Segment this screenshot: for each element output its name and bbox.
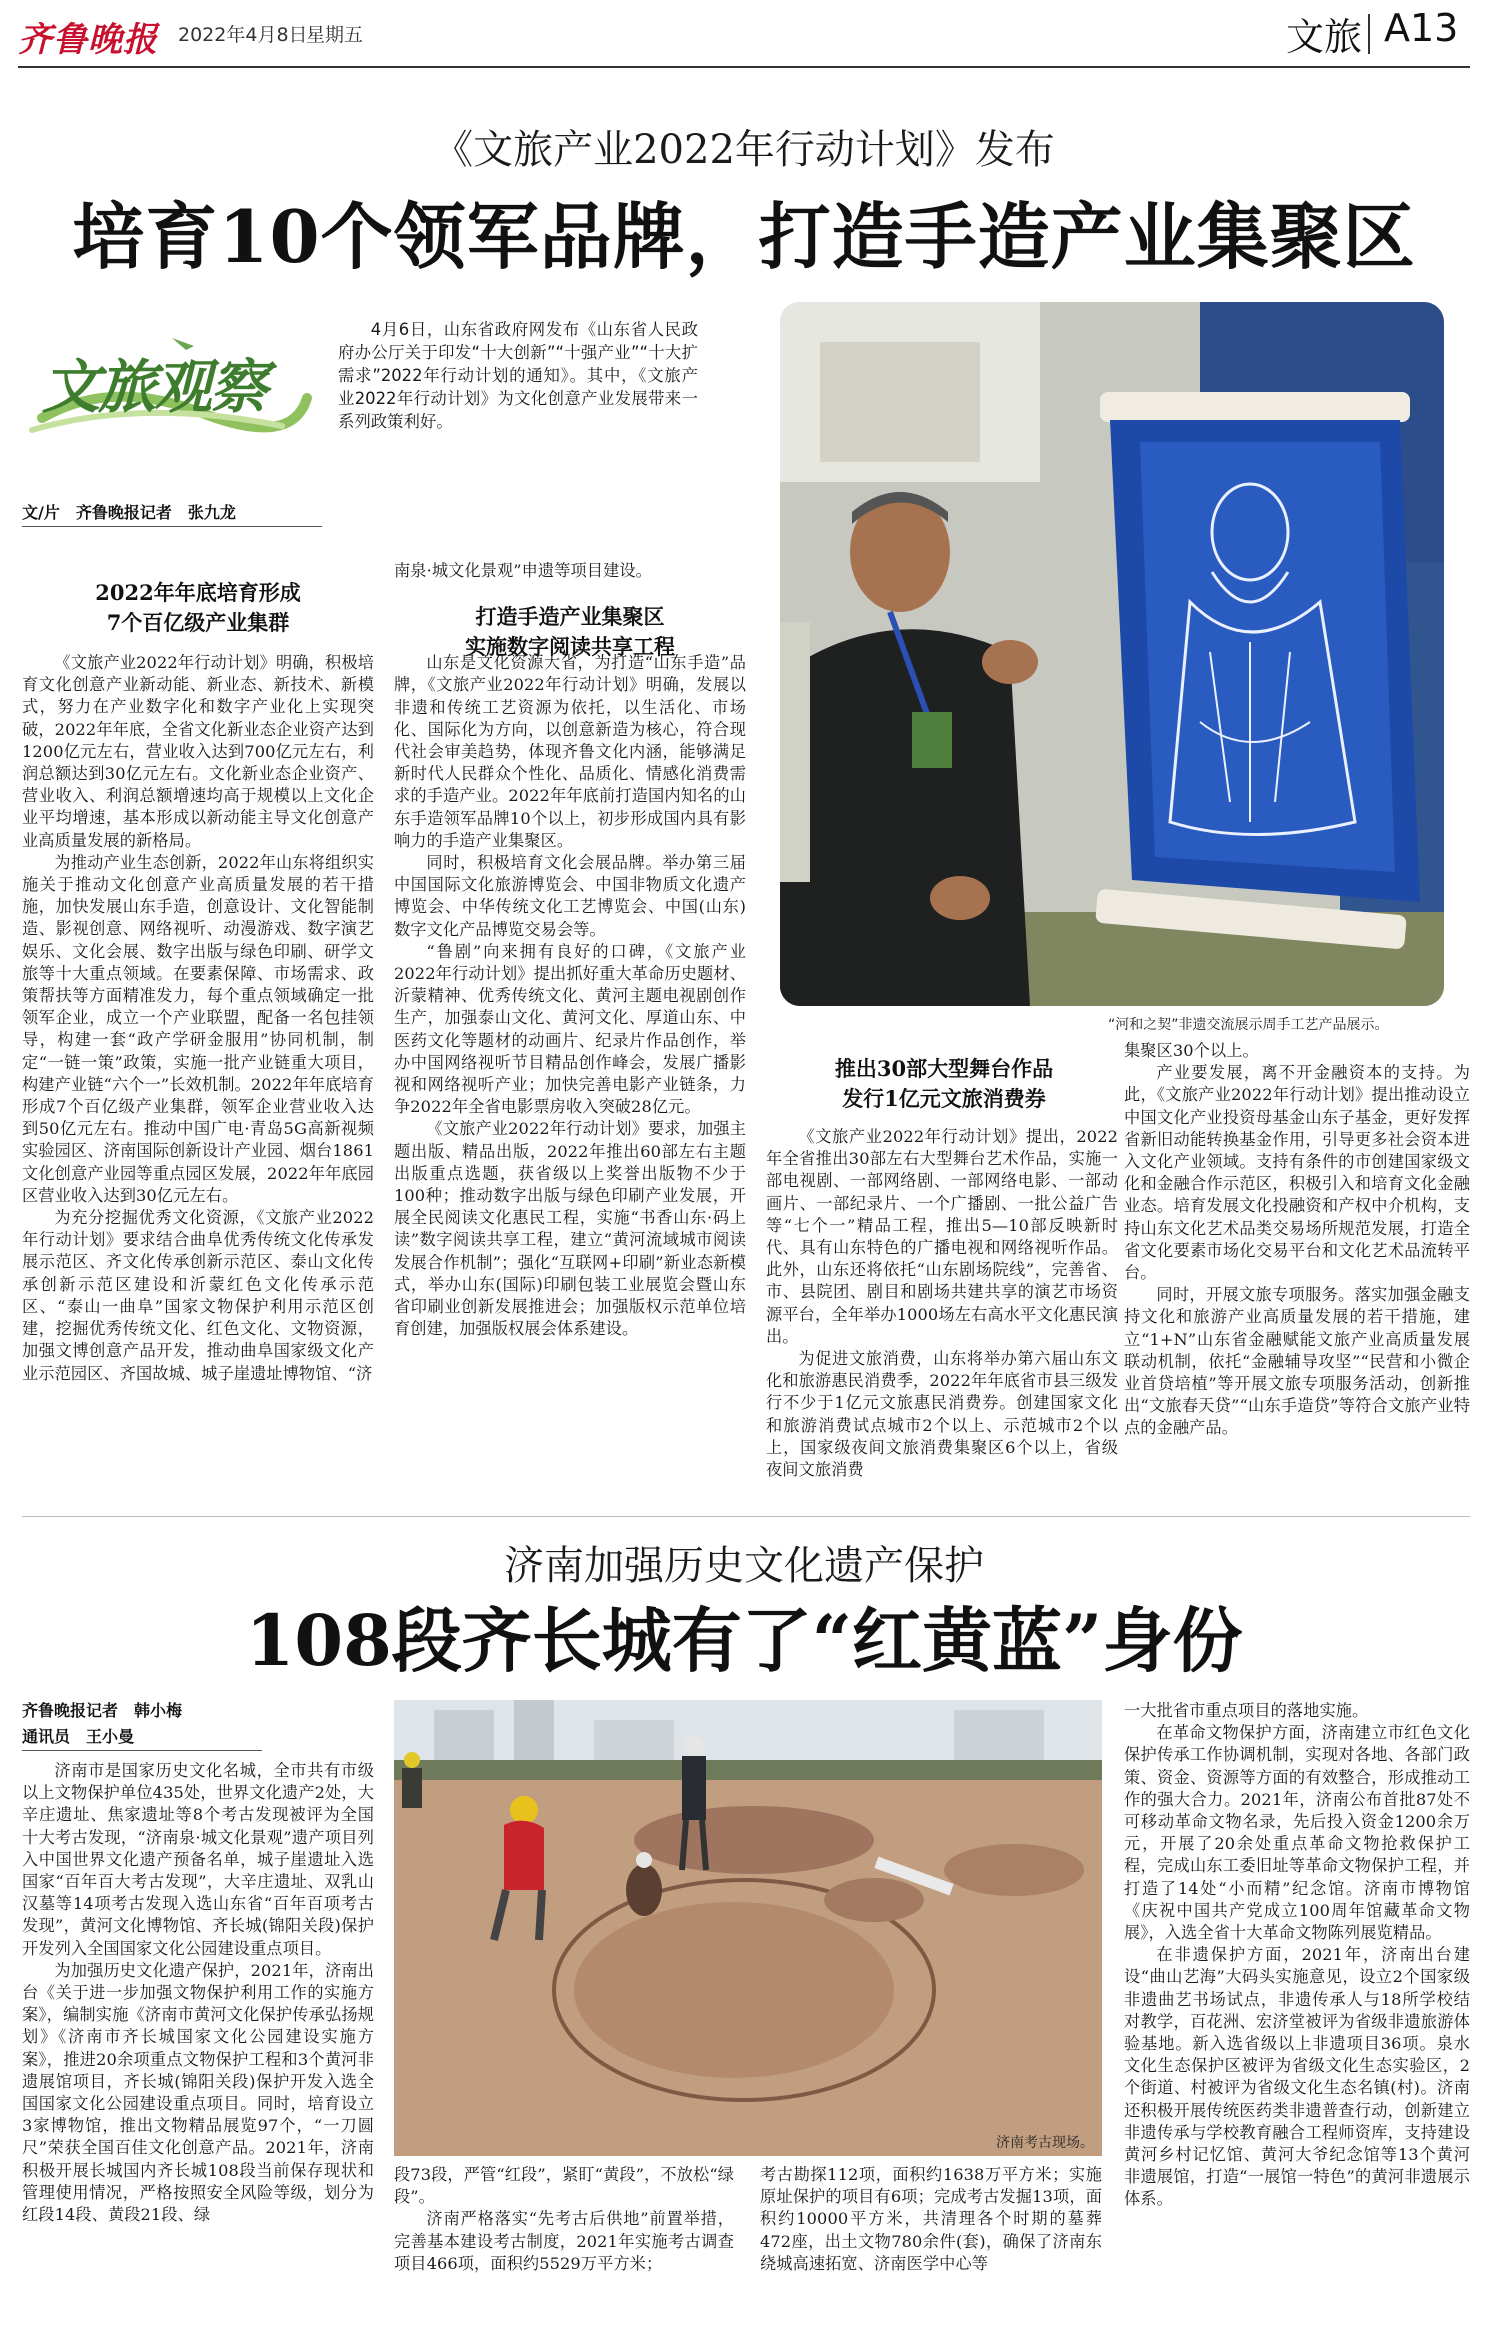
story1-column-4 — [1124, 1040, 1470, 1504]
subhead-3 — [768, 1054, 1120, 1114]
column-logo — [22, 318, 312, 448]
section-divider — [1368, 14, 1370, 54]
paragraph: 《文旅产业2022年行动计划》明确，积极培育文化创意产业新动能、新业态、新技术、新模式，努力在产业数字化和数字产业化上实现突破，2022年年底，全省文化新业态企业资产达到1200亿元左右，营业收入达到700亿元左右，利润总额达到30亿元左右。文化新业态企业资产、营业收入、利润总额增速均高于规模以上文化企业平均增速，基本形成以新动能主导文化创意产业高质量发展的新格局。 — [22, 653, 374, 850]
byline2-rule — [22, 1750, 262, 1751]
paper-logo: 齐鲁晚报 — [18, 20, 158, 60]
story1-column-1 — [22, 652, 374, 1504]
masthead-rule — [18, 66, 1470, 68]
subhead-3-line1: 推出30部大型舞台作品 — [834, 1056, 1054, 1081]
story1-headline: 培育10个领军品牌，打造手造产业集聚区 — [72, 194, 1416, 279]
scroll-painting-photo — [780, 302, 1444, 1006]
paragraph: 在非遗保护方面，2021年，济南出台建设“曲山艺海”大码头实施意见，设立2个国家级非遗曲艺书场试点，非遗传承人与18所学校结对教学，百花洲、宏济堂被评为省级非遗旅游体验基地。新入选省级以上非遗项目36项。泉水文化生态保护区被评为省级文化生态实验区，2个街道、村被评为省级文化生态名镇(村)。济南还积极开展传统医药类非遗普查行动，创新建立非遗传承与学校教育融合工程师资库，支持建设黄河乡村记忆馆、黄河大爷纪念馆等13个黄河非遗展馆，打造“一展馆一特色”的黄河非遗展示体系。 — [1124, 1945, 1470, 2209]
subhead-2-line2: 实施数字阅读共享工程 — [465, 634, 675, 659]
story2-kicker: 济南加强历史文化遗产保护 — [504, 1543, 984, 1589]
paragraph: 同时，开展文旅专项服务。落实加强金融支持文化和旅游产业高质量发展的若干措施，建立“1+N”山东省金融赋能文旅产业高质量发展联动机制，依托“金融辅导攻坚”“民营和小微企业首贷培植”等开展文旅专项服务活动，创新推出“文旅春天贷”“山东手造贷”等符合文旅产业特点的金融产品。 — [1124, 1285, 1470, 1438]
story2-photo — [394, 1700, 1102, 2156]
paragraph: 济南严格落实“先考古后供地”前置举措，完善基本建设考古制度，2021年实施考古调查项目466项，面积约5529万平方米； — [394, 2209, 734, 2273]
subhead-1 — [22, 578, 374, 638]
paragraph: 一大批省市重点项目的落地实施。 — [1124, 1701, 1369, 1720]
subhead-1-line1: 2022年年底培育形成 — [95, 580, 301, 605]
paragraph: 《文旅产业2022年行动计划》提出，2022年全省推出30部左右大型舞台艺术作品，实施一部电视剧、一部网络剧、一部网络电影、一部动画片、一部纪录片、一个广播剧、一批公益广告等“七个一”精品工程，推出5—10部反映新时代、具有山东特色的广播电视和网络视听作品。此外，山东还将依托“山东剧场院线”，完善省、市、县院团、剧目和剧场共建共享的演艺市场资源平台，全年举办1000场左右高水平文化惠民演出。 — [766, 1127, 1118, 1346]
story2-column-3 — [760, 2164, 1102, 2320]
paragraph: 段73段，严管“红段”，紧盯“黄段”，不放松“绿段”。 — [394, 2165, 734, 2207]
paragraph: 为加强历史文化遗产保护，2021年，济南出台《关于进一步加强文物保护利用工作的实施方案》，编制实施《济南市黄河文化保护传承弘扬规划》《济南市齐长城国家文化公园建设实施方案》，推进20余项重点文物保护工程和3个黄河非遗展馆项目，齐长城(锦阳关段)保护开发入选全国国家文化公园建设重点项目。同时，培育设立3家博物馆，推出文物精品展览97个，“一刀圆尺”荣获全国百佳文化创意产品。2021年，济南积极开展长城国内齐长城108段当前保存现状和管理使用情况，严格按照安全风险等级，划分为红段14段、黄段21段、绿 — [22, 1960, 374, 2225]
story1-photo — [780, 302, 1444, 1006]
issue-weekday: 星期五 — [306, 24, 364, 46]
paragraph: 为推动产业生态创新，2022年山东将组织实施关于推动文化创意产业高质量发展的若干措施，加快发展山东手造，创意设计、文化智能制造、影视创意、网络视听、动漫游戏、数字演艺娱乐、文化会展、数字出版与绿色印刷、研学文旅等十大重点领域。在要素保障、市场需求、政策帮扶等方面精准发力，每个重点领域确定一批领军企业，成立一个产业联盟，配备一名包挂领导，构建一套“政产学研金服用”协同机制，制定“一链一策”政策，实施一批产业链重大项目，构建产业链“六个一”长效机制。2022年年底培育形成7个百亿级产业集群，领军企业营业收入达到50亿元左右。推动中国广电·青岛5G高新视频实验园区、济南国际创新设计产业园、烟台1861文化创意产业园等重点园区发展，2022年年底园区营业收入达到30亿元左右。 — [22, 852, 374, 1205]
subhead-2-line1: 打造手造产业集聚区 — [475, 604, 665, 629]
excavation-site-photo — [394, 1700, 1102, 2156]
paragraph: 考古勘探112项，面积约1638万平方米；实施原址保护的项目有6项；完成考古发掘13项，面积约10000平方米，共清理各个时期的墓葬472座，出土文物780余件(套)，确保了济南东绕城高速拓宽、济南医学中心等 — [760, 2165, 1102, 2273]
story1-kicker: 《文旅产业2022年行动计划》发布 — [433, 127, 1055, 173]
story2-photo-caption: 济南考古现场。 — [996, 2135, 1094, 2151]
paragraph: 南泉·城文化景观”申遗等项目建设。 — [394, 561, 652, 580]
paragraph: 同时，积极培育文化会展品牌。举办第三届中国国际文化旅游博览会、中国非物质文化遗产博览会、中华传统文化工艺博览会、中国(山东)数字文化产品博览交易会等。 — [394, 853, 746, 939]
story2-column-2 — [394, 2164, 734, 2320]
story1-column-3 — [766, 1126, 1118, 1504]
paragraph: 集聚区30个以上。 — [1124, 1041, 1259, 1060]
issue-date: 2022年4月8日 — [178, 24, 308, 46]
story2-byline-correspondent: 通讯员 王小曼 — [22, 1727, 135, 1746]
paragraph: 为促进文旅消费，山东将举办第六届山东文化和旅游惠民消费季，2022年年底省市县三级发行不少于1亿元文旅惠民消费券。创建国家文化和旅游消费试点城市2个以上、示范城市2个以上，国家级夜间文旅消费集聚区6个以上，省级夜间文旅消费 — [766, 1349, 1118, 1480]
story-divider — [22, 1516, 1470, 1517]
story1-byline: 文/片 齐鲁晚报记者 张九龙 — [22, 503, 236, 522]
byline-rule — [22, 526, 322, 527]
story1-lead: 4月6日，山东省政府网发布《山东省人民政府办公厅关于印发“十大创新”“十强产业”“十大扩需求”2022年行动计划的通知》。其中，《文旅产业2022年行动计划》为文化创意产业发展带来一系列政策利好。 — [338, 320, 698, 431]
column-logo-text: 文旅观察 — [42, 353, 267, 421]
paragraph: 产业要发展，离不开金融资本的支持。为此，《文旅产业2022年行动计划》提出推动设立中国文化产业投资母基金山东子基金，更好发挥省新旧动能转换基金作用，引导更多社会资本进入文化产业领域。支持有条件的市创建国家级文化和金融合作示范区，积极引入和培育文化金融业态。培育发展文化投融资和产权中介机构，支持山东文化艺术品类交易场所规范发展，打造全省文化要素市场化交易平台和文化艺术品流转平台。 — [1124, 1063, 1470, 1283]
story1-photo-caption: “河和之契”非遗交流展示周手工艺产品展示。 — [1108, 1017, 1389, 1033]
story1-column-2 — [394, 560, 746, 1504]
masthead — [0, 0, 1488, 70]
paragraph: 山东是文化资源大省，为打造“山东手造”品牌，《文旅产业2022年行动计划》明确，发展以非遗和传统工艺资源为依托，以生活化、市场化、国际化为方向，以创意新造为核心，符合现代社会审美趋势，体现齐鲁文化内涵，能够满足新时代人民群众个性化、品质化、情感化消费需求的手造产业。2022年年底前打造国内知名的山东手造领军品牌10个以上，初步形成国内具有影响力的手造产业集聚区。 — [394, 653, 746, 850]
paragraph: 在革命文物保护方面，济南建立市红色文化保护传承工作协调机制，实现对各地、各部门政策、资金、资源等方面的有效整合，形成推动工作的强大合力。2021年，济南公布首批87处不可移动革命文物名录，先后投入资金1200余万元，开展了20余处重点革命文物抢救保护工程，完成山东工委旧址等革命文物保护工程，并打造了14处“小而精”纪念馆。济南市博物馆《庆祝中国共产党成立100周年馆藏革命文物展》，入选全省十大革命文物陈列展览精品。 — [1124, 1723, 1470, 1943]
paragraph: 《文旅产业2022年行动计划》要求，加强主题出版、精品出版，2022年推出60部左右主题出版重点选题，获省级以上奖誉出版物不少于100种；推动数字出版与绿色印刷产业发展，开展全民阅读文化惠民工程，实施“书香山东·码上读”数字阅读共享工程，建立“黄河流域城市阅读发展合作机制”；强化“互联网+印刷”新业态新模式，举办山东(国际)印刷包装工业展览会暨山东省印刷业创新发展推进会；加强版权示范单位培育创建，加强版权展会体系建设。 — [394, 1119, 746, 1339]
paragraph: 为充分挖掘优秀文化资源，《文旅产业2022年行动计划》要求结合曲阜优秀传统文化传承发展示范区、齐文化传承创新示范区、泰山文化传承创新示范区建设和沂蒙红色文化传承示范区、“泰山一曲阜”国家文物保护利用示范区创建，挖掘优秀传统文化、红色文化、文物资源，加强文博创意产品开发，推动曲阜国家级文化产业示范园区、齐国故城、城子崖遗址博物馆、“济 — [22, 1208, 374, 1383]
page-number: A13 — [1384, 6, 1459, 50]
section-name: 文旅 — [1286, 15, 1363, 59]
story2-headline: 108段齐长城有了“红黄蓝”身份 — [245, 1599, 1243, 1682]
paragraph: 济南市是国家历史文化名城，全市共有市级以上文物保护单位435处，世界文化遗产2处，大辛庄遗址、焦家遗址等8个考古发现被评为全国十大考古发现，“济南泉·城文化景观”遗产项目列入中国世界文化遗产预备名单，城子崖遗址入选国家“百年百大考古发现”，大辛庄遗址、双乳山汉墓等14项考古发现入选山东省“百年百项考古发现”，黄河文化博物馆、齐长城(锦阳关段)保护开发列入全国国家文化公园建设重点项目。 — [22, 1761, 374, 1958]
subhead-1-line2: 7个百亿级产业集群 — [106, 610, 290, 635]
subhead-3-line2: 发行1亿元文旅消费券 — [842, 1086, 1046, 1111]
story2-byline-reporter: 齐鲁晚报记者 韩小梅 — [22, 1701, 183, 1720]
paragraph: “鲁剧”向来拥有良好的口碑，《文旅产业2022年行动计划》提出抓好重大革命历史题材、沂蒙精神、优秀传统文化、黄河主题电视剧创作生产，加强泰山文化、黄河文化、厚道山东、中医药文化等题材的动画片、纪录片作品创作，举办中国网络视听节目精品创作峰会，发展广播影视和网络视听产业；加快完善电影产业链条，力争2022年全省电影票房收入突破28亿元。 — [394, 941, 746, 1117]
story2-column-4 — [1124, 1700, 1470, 2320]
story2-column-1 — [22, 1760, 374, 2320]
